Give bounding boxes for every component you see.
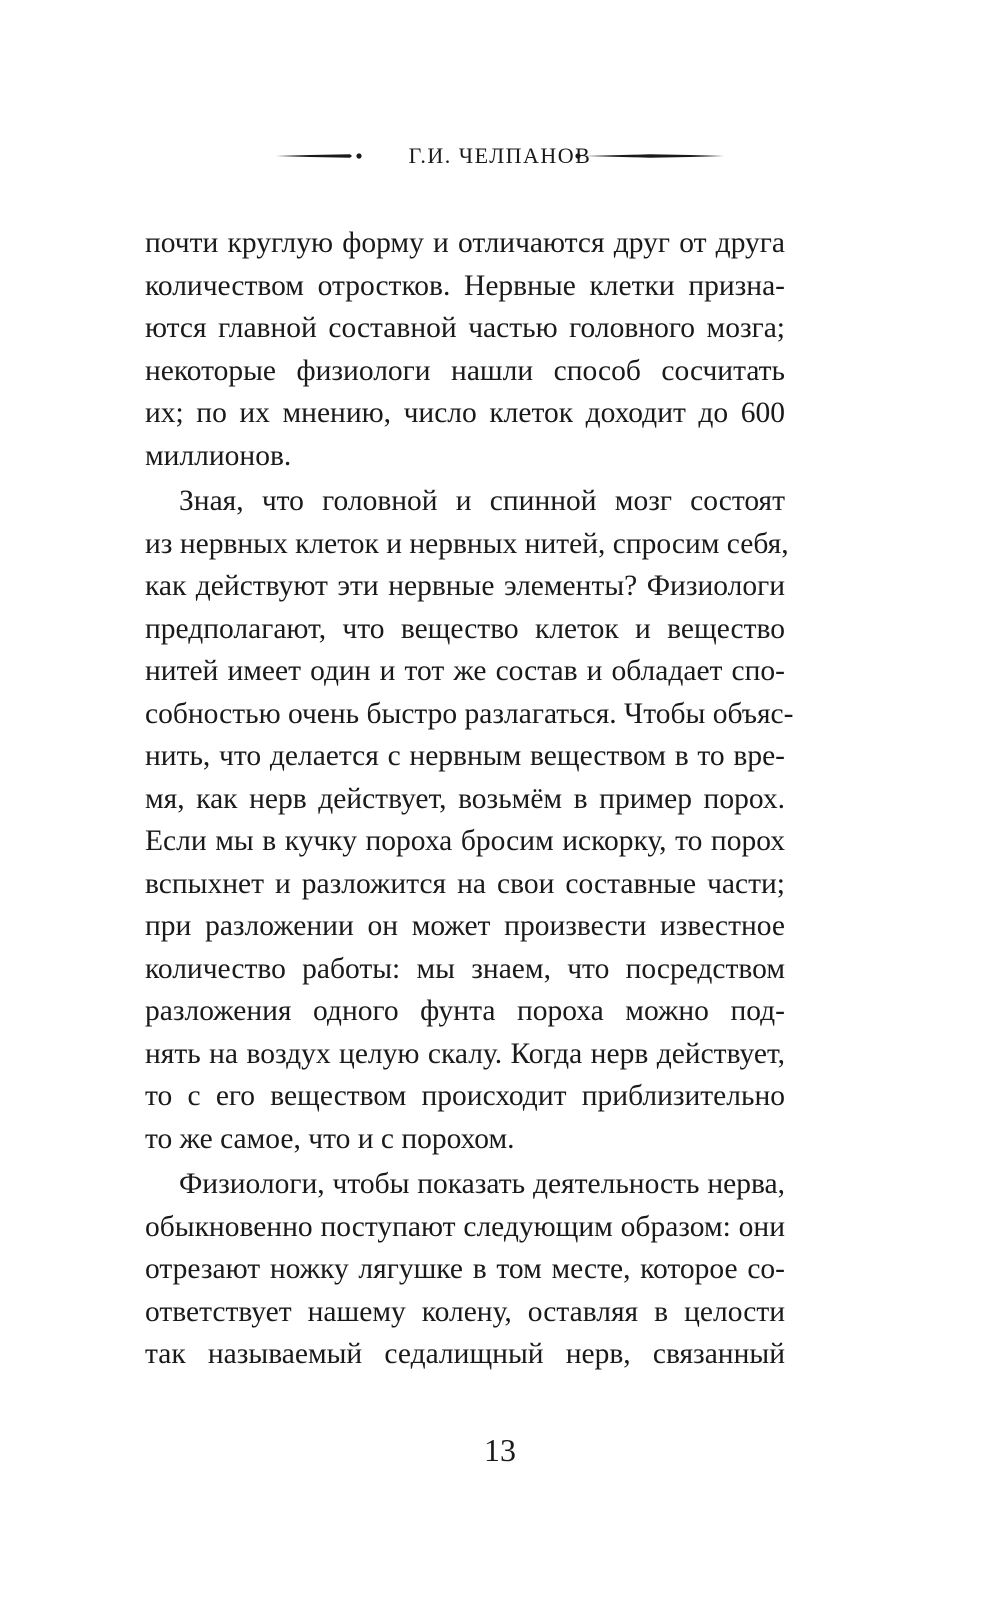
text-line: при разложении он может произвести известное <box>145 910 785 942</box>
text-line: отрезают ножку лягушке в том месте, которое со- <box>145 1253 785 1285</box>
paragraph <box>145 1163 785 1376</box>
text-line: почти круглую форму и отличаются друг от друга <box>145 227 785 259</box>
text-line: Зная, что головной и спинной мозг состоят <box>179 485 785 517</box>
text-line: разложения одного фунта пороха можно под- <box>145 995 785 1027</box>
text-line: нять на воздух целую скалу. Когда нерв действует, <box>145 1037 785 1070</box>
text-line: их; по их мнению, число клеток доходит до 600 <box>145 397 785 429</box>
text-line: нитей имеет один и тот же состав и обладает спо- <box>145 655 785 687</box>
text-line: так называемый седалищный нерв, связанный <box>145 1338 785 1370</box>
running-title: Г.И. ЧЕЛПАНОВ <box>408 143 592 168</box>
text-line: то с его веществом происходит приблизительно <box>145 1080 785 1112</box>
text-line: как действуют эти нервные элементы? Физиологи <box>145 570 785 602</box>
text-line: некоторые физиологи нашли способ сосчитать <box>145 354 785 387</box>
page-body <box>145 222 794 1376</box>
paragraph <box>145 222 785 477</box>
running-header <box>0 143 1000 169</box>
page-number: 13 <box>484 1432 516 1468</box>
text-line: количеством отростков. Нервные клетки призна- <box>145 269 785 302</box>
text-line: ответствует нашему колену, оставляя в целости <box>145 1295 785 1328</box>
text-line: предполагают, что вещество клеток и вещество <box>145 612 785 645</box>
paragraph <box>145 480 794 1160</box>
text-line: мя, как нерв действует, возьмём в пример порох. <box>145 782 785 815</box>
text-line: количество работы: мы знаем, что посредством <box>145 952 785 985</box>
text-line: миллионов. <box>145 439 292 472</box>
text-line: нить, что делается с нервным веществом в то вре- <box>145 740 785 772</box>
text-line: то же самое, что и с порохом. <box>145 1122 515 1155</box>
text-line: собностью очень быстро разлагаться. Чтобы объяс- <box>145 697 794 730</box>
text-line: вспыхнет и разложится на свои составные части; <box>145 867 785 900</box>
text-line: ются главной составной частью головного мозга; <box>145 312 785 344</box>
text-line: Физиологи, чтобы показать деятельность нерва, <box>179 1168 785 1200</box>
text-line: Если мы в кучку пороха бросим искорку, то порох <box>145 825 785 857</box>
text-line: обыкновенно поступают следующим образом: они <box>145 1210 785 1243</box>
text-line: из нервных клеток и нервных нитей, спросим себя, <box>145 527 789 560</box>
